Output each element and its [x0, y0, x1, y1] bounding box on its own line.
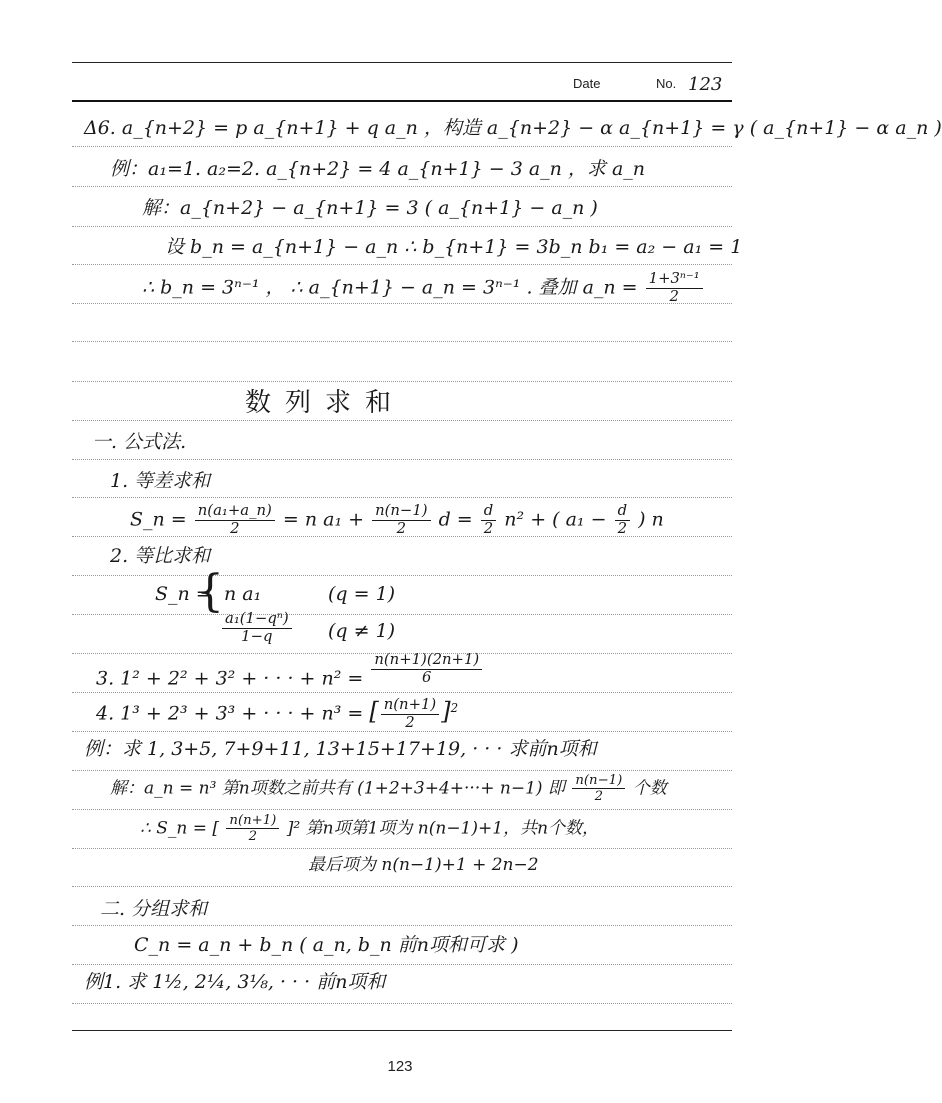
ruled-line	[72, 964, 732, 965]
solution-2-line-a: 解：a_n = n³ 第n项数之前共有 (1+2+3+4+···+ n−1) 即 $\frac{n(n-1)}{2}$ 个数	[110, 773, 667, 805]
sum-of-cubes: 4. 1³ + 2³ + 3³ + · · · + n³ = [ $\frac{n(n+1)}{2}$ ]$^2$	[96, 696, 459, 731]
ruled-line	[72, 1003, 732, 1004]
ruled-line	[72, 886, 732, 887]
date-label: Date	[573, 76, 601, 91]
example-1-line: 例：a₁=1. a₂=2. a_{n+2} = 4 a_{n+1} − 3 a_n ，求 a_n	[110, 158, 646, 180]
ruled-line	[72, 848, 732, 849]
ruled-line	[72, 770, 732, 771]
grouping-sum-line: C_n = a_n + b_n ( a_n, b_n 前n项和可求 )	[134, 934, 519, 956]
ruled-line	[72, 925, 732, 926]
ruled-line	[72, 459, 732, 460]
ruled-line	[72, 226, 732, 227]
header-rule	[72, 100, 732, 102]
ruled-line	[72, 575, 732, 576]
ruled-line	[72, 497, 732, 498]
geometric-case-2: $\frac{\text{a₁(1−qⁿ)}}{1-q}$	[220, 612, 294, 645]
method-formula-heading: 一. 公式法.	[92, 431, 187, 453]
ruled-line	[72, 381, 732, 382]
arithmetic-sum-heading: 1. 等差求和	[110, 470, 211, 492]
top-rule	[72, 62, 732, 63]
ruled-line	[72, 420, 732, 421]
solution-2-line-b: ∴ S_n = [ $\frac{n(n+1)}{2}$ ]² 第n项第1项为 n(n−1)+1，共n个数，	[140, 813, 600, 845]
geometric-cond-2: (q ≠ 1)	[328, 620, 396, 642]
solution-1-line: 解：a_{n+2} − a_{n+1} = 3 ( a_{n+1} − a_n )	[142, 197, 598, 219]
ruled-line	[72, 186, 732, 187]
section-title: 数列求和	[245, 388, 406, 418]
ruled-line	[72, 614, 732, 615]
ruled-line	[72, 731, 732, 732]
example-2-line: 例：求 1, 3+5, 7+9+11, 13+15+17+19, · · · 求前n项和	[84, 738, 597, 760]
ruled-line	[72, 341, 732, 342]
ruled-line	[72, 809, 732, 810]
sum-of-squares: 3. 1² + 2² + 3² + · · · + n² = $\frac{n(n+1)(2n+1)}{6}$	[96, 663, 484, 696]
page-number: 123	[387, 1058, 413, 1075]
solution-2-line-c: 最后项为 n(n−1)+1 + 2n−2	[308, 855, 539, 875]
an-fraction: $\frac{\text{1+3ⁿ⁻¹}}{2}$	[646, 272, 703, 305]
ruled-line	[72, 264, 732, 265]
recurrence-method-line: Δ6. a_{n+2} = p a_{n+1} + q a_n ，构造 a_{n+2} − α a_{n+1} = γ ( a_{n+1} − α a_n )	[84, 117, 942, 139]
example-3-line: 例1. 求 1½, 2¼, 3⅛, · · · 前n项和	[84, 971, 386, 993]
geometric-brace: {	[196, 566, 224, 617]
substitution-line: 设 b_n = a_{n+1} − a_n ∴ b_{n+1} = 3b_n b₁ = a₂ − a₁ = 1	[165, 236, 743, 258]
geometric-cond-1: (q = 1)	[328, 583, 396, 605]
geometric-sum-heading: 2. 等比求和	[110, 545, 211, 567]
ruled-line	[72, 146, 732, 147]
bottom-rule	[72, 1030, 732, 1031]
no-label: No.	[656, 76, 677, 91]
geometric-sn-label: S_n =	[155, 583, 212, 605]
grouping-sum-heading: 二. 分组求和	[100, 898, 208, 920]
result-line: ∴ b_n = 3ⁿ⁻¹ ， ∴ a_{n+1} − a_n = 3ⁿ⁻¹ . 叠加 a_n = $\frac{\text{1+3ⁿ⁻¹}}{2}$	[142, 272, 705, 305]
geometric-case-1: n a₁	[224, 583, 262, 605]
arithmetic-sum-formula: S_n = $\frac{\text{n(a₁+a\_n)}}{2}$ = n a₁ + $\frac{n(n-1)}{2}$ d = $\frac{d}{2}$ n² + ( a₁ − $\frac{d}{2}$ ) n	[130, 502, 664, 537]
page-no-handwritten: 123	[688, 74, 723, 95]
